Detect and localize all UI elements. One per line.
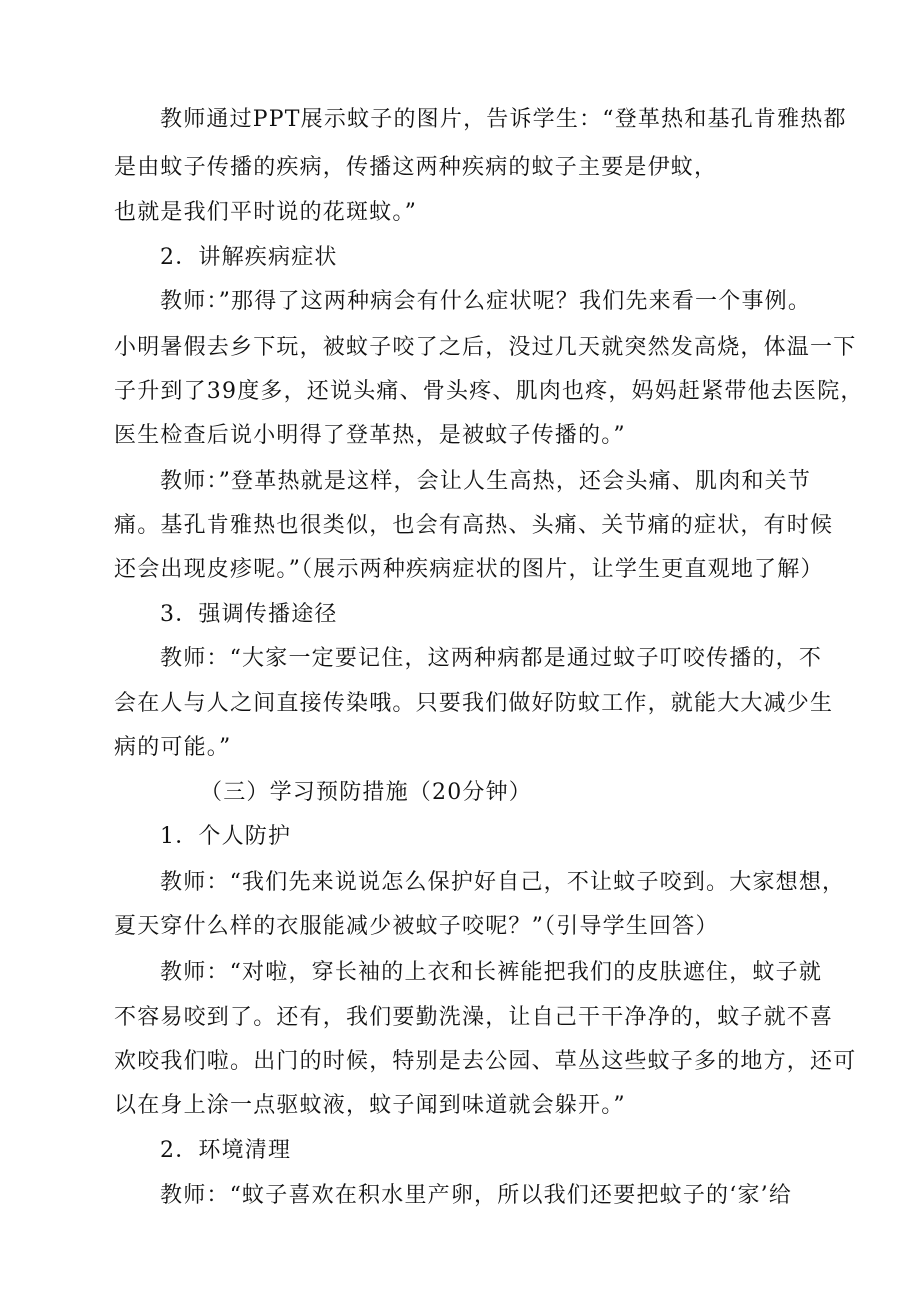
section-heading: 1．个人防护: [160, 824, 292, 849]
text-line: 不容易咬到了。还有，我们要勤洗澡，让自己干干净净的，蚊子就不喜: [114, 1005, 834, 1030]
text-line: 教师通过PPT展示蚊子的图片，告诉学生：“登革热和基孔肯雅热都: [160, 107, 847, 132]
text-line: 教师：“对啦，穿长袖的上衣和长裤能把我们的皮肤遮住，蚊子就: [160, 960, 823, 985]
text-line: 夏天穿什么样的衣服能减少被蚊子咬呢？”（引导学生回答）: [114, 914, 719, 939]
section-heading: 3．强调传播途径: [160, 602, 338, 627]
text-line: 以在身上涂一点驱蚊液，蚊子闻到味道就会躲开。”: [114, 1093, 626, 1118]
text-line: 是由蚊子传播的疾病，传播这两种疾病的蚊子主要是伊蚊，: [114, 155, 718, 180]
text-line: 还会出现皮疹呢。”（展示两种疾病症状的图片，让学生更直观地了解）: [114, 557, 824, 582]
section-title: （三）学习预防措施（20分钟）: [200, 780, 532, 805]
text-line: 教师：“我们先来说说怎么保护好自己，不让蚊子咬到。大家想想，: [160, 870, 846, 895]
text-line: 小明暑假去乡下玩，被蚊子咬了之后，没过几天就突然发高烧，体温一下: [114, 335, 857, 360]
text-line: 教师：”登革热就是这样，会让人生高热，还会头痛、肌肉和关节: [160, 469, 812, 494]
text-line: 教师：“蚊子喜欢在积水里产卵，所以我们还要把蚊子的‘家’给: [160, 1183, 793, 1208]
text-line: 欢咬我们啦。出门的时候，特别是去公园、草丛这些蚊子多的地方，还可: [114, 1049, 857, 1074]
text-line: 痛。基孔肯雅热也很类似，也会有高热、头痛、关节痛的症状，有时候: [114, 513, 834, 538]
text-line: 病的可能。”: [114, 735, 232, 760]
text-line: 医生检查后说小明得了登革热，是被蚊子传播的。”: [114, 423, 626, 448]
section-heading: 2．环境清理: [160, 1138, 292, 1163]
text-line: 教师：”那得了这两种病会有什么症状呢？我们先来看一个事例。: [160, 289, 812, 314]
text-line: 会在人与人之间直接传染哦。只要我们做好防蚊工作，就能大大减少生: [114, 691, 834, 716]
text-line: 也就是我们平时说的花斑蚊。”: [114, 200, 418, 225]
text-line: 子升到了39度多，还说头痛、骨头疼、肌肉也疼，妈妈赶紧带他去医院，: [114, 379, 864, 404]
text-line: 教师：“大家一定要记住，这两种病都是通过蚊子叮咬传播的，不: [160, 646, 823, 671]
section-heading: 2．讲解疾病症状: [160, 245, 338, 270]
